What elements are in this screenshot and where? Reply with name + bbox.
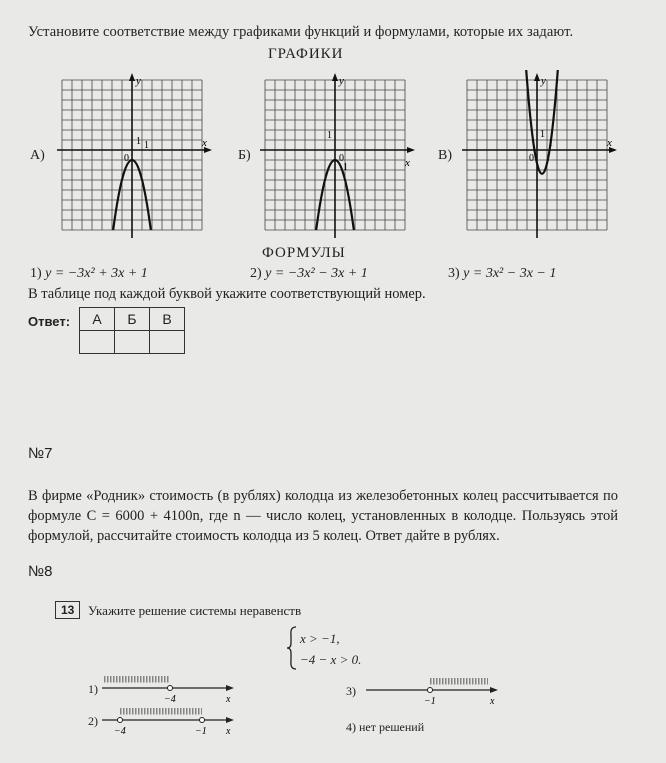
answer-label: Ответ: bbox=[28, 314, 71, 329]
answer-cell-v[interactable] bbox=[150, 331, 185, 354]
system-line-2: −4 − x > 0. bbox=[300, 652, 362, 667]
task-13-prompt: Укажите решение системы неравенств bbox=[88, 603, 302, 618]
graph-v-y-label: y bbox=[541, 75, 546, 87]
answer-table bbox=[79, 307, 185, 354]
option-1-num: 1) bbox=[88, 682, 98, 696]
task-7-text: В фирме «Родник» стоимость (в рублях) колодца из железобетонных колец рассчитывается по формуле C = 6000 + 4100n, где n — число колец, установленных в колодце. Пользуясь этой формулой, рассчитайте стоимость колодца из 5 колец. Ответ дайте в рублях. bbox=[28, 488, 618, 544]
option-3-point-label: −1 bbox=[424, 696, 436, 707]
option-2-number-line bbox=[100, 708, 245, 738]
graph-v-one-x: 1 bbox=[548, 138, 553, 149]
option-3-arrow bbox=[490, 687, 498, 693]
option-1-point bbox=[168, 686, 173, 691]
graph-a-one-x: 1 bbox=[144, 140, 149, 151]
graph-b-y-label: y bbox=[339, 75, 344, 87]
task-7-number: №7 bbox=[28, 445, 53, 462]
graph-v-origin: 0 bbox=[529, 153, 534, 164]
option-2-point-left bbox=[118, 718, 123, 723]
option-2-var: x bbox=[226, 726, 231, 737]
graph-a-one-y: 1 bbox=[136, 136, 141, 147]
system-line-1: x > −1, bbox=[300, 631, 340, 646]
answer-cell-a[interactable] bbox=[80, 331, 115, 354]
task-8-number: №8 bbox=[28, 563, 53, 580]
graph-b-one-x: 1 bbox=[343, 162, 348, 173]
task-6-title: Установите соответствие между графиками функций и формулами, которые их задают. bbox=[28, 24, 574, 40]
graph-b-one-y: 1 bbox=[327, 130, 332, 141]
graph-label-v: В) bbox=[438, 148, 452, 163]
graph-label-b: Б) bbox=[238, 148, 251, 163]
formula-2-text: y = −3x² − 3x + 1 bbox=[265, 266, 368, 281]
option-1-arrow bbox=[226, 685, 234, 691]
answer-cell-b[interactable] bbox=[115, 331, 150, 354]
system-brace bbox=[286, 625, 298, 671]
graph-b-y-arrow bbox=[332, 73, 338, 81]
answer-header-a: А bbox=[80, 308, 115, 331]
graph-label-a: А) bbox=[30, 148, 45, 163]
graph-a-origin: 0 bbox=[124, 153, 129, 164]
option-2-point-right-label: −1 bbox=[195, 726, 207, 737]
option-3-number-line bbox=[364, 678, 509, 708]
graph-a-y-arrow bbox=[129, 73, 135, 81]
option-4-text: нет решений bbox=[359, 720, 425, 734]
graph-b bbox=[255, 70, 420, 240]
formula-3-num: 3) bbox=[448, 266, 460, 281]
option-3-point bbox=[428, 688, 433, 693]
graph-a bbox=[52, 70, 217, 240]
graph-a-x-label: x bbox=[202, 137, 207, 149]
task-13-box: 13 bbox=[55, 601, 80, 619]
graph-b-x-label: x bbox=[405, 157, 410, 169]
graph-a-y-label: y bbox=[136, 75, 141, 87]
formula-2 bbox=[250, 266, 368, 282]
option-1-point-label: −4 bbox=[164, 694, 176, 705]
option-4 bbox=[346, 720, 424, 735]
graph-v-one-y: 1 bbox=[540, 129, 545, 140]
option-3-num: 3) bbox=[346, 684, 356, 698]
formula-1-num: 1) bbox=[30, 266, 42, 281]
instruction: В таблице под каждой буквой укажите соответствующий номер. bbox=[28, 286, 426, 302]
formula-2-num: 2) bbox=[250, 266, 262, 281]
formula-3-text: y = 3x² − 3x − 1 bbox=[463, 266, 557, 281]
option-4-num: 4) bbox=[346, 720, 356, 734]
option-3-var: x bbox=[490, 696, 495, 707]
formula-1 bbox=[30, 266, 148, 282]
option-2-num: 2) bbox=[88, 714, 98, 728]
option-1-var: x bbox=[226, 694, 231, 705]
formula-1-text: y = −3x² + 3x + 1 bbox=[45, 266, 148, 281]
answer-header-v: В bbox=[150, 308, 185, 331]
graph-b-origin: 0 bbox=[339, 153, 344, 164]
answer-header-b: Б bbox=[115, 308, 150, 331]
graph-v-x-label: x bbox=[607, 137, 612, 149]
formulas-heading: ФОРМУЛЫ bbox=[262, 245, 346, 261]
option-2-arrow bbox=[226, 717, 234, 723]
option-1-number-line bbox=[100, 676, 245, 706]
graphs-heading: ГРАФИКИ bbox=[268, 46, 344, 62]
graph-b-x-arrow bbox=[407, 147, 415, 153]
graph-v bbox=[457, 70, 622, 240]
formula-3 bbox=[448, 266, 556, 282]
option-2-point-right bbox=[200, 718, 205, 723]
graph-v-y-arrow bbox=[534, 73, 540, 81]
option-2-point-left-label: −4 bbox=[114, 726, 126, 737]
